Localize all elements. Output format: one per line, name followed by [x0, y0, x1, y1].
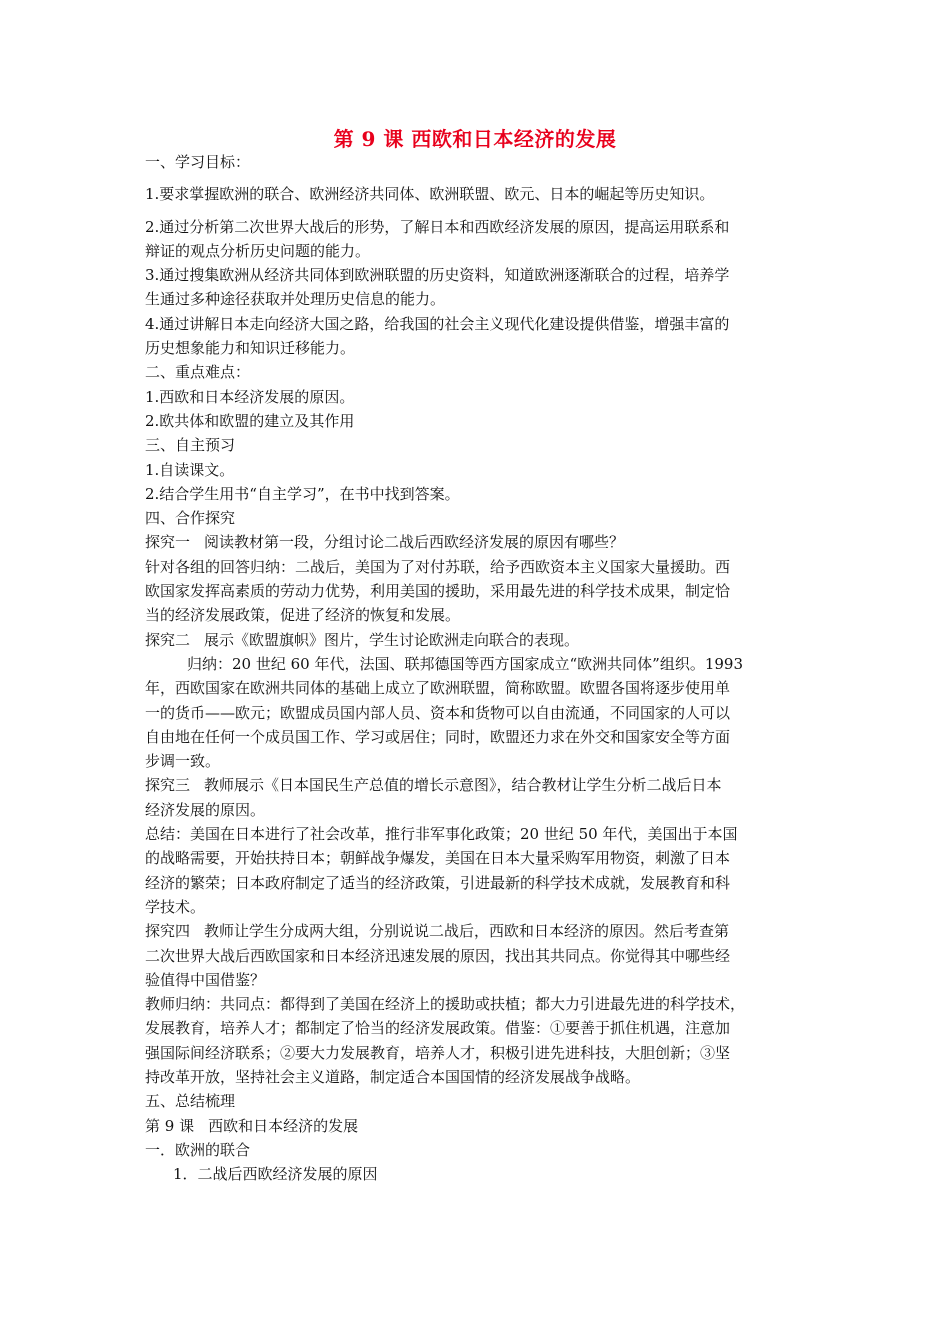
- exploration-text: 欧国家发挥高素质的劳动力优势，利用美国的援助，采用最先进的科学技术成果，制定恰: [145, 582, 731, 601]
- exploration-text: 的战略需要，开始扶持日本；朝鲜战争爆发，美国在日本大量采购军用物资，刺激了日本: [145, 849, 731, 868]
- exploration-label: 探究三: [145, 776, 191, 795]
- exploration-label: 探究一: [145, 533, 191, 552]
- exploration-prompt: 阅读教材第一段，分组讨论二战后西欧经济发展的原因有哪些？: [204, 533, 625, 552]
- exploration-text: 二次世界大战后西欧国家和日本经济迅速发展的原因，找出其共同点。你觉得其中哪些经: [145, 946, 731, 965]
- preview-item: 1.自读课文。: [145, 460, 235, 479]
- exploration-text: 验值得中国借鉴？: [145, 970, 266, 989]
- exploration-text: 发展教育，培养人才；都制定了恰当的经济发展政策。借鉴：①要善于抓住机遇，注意加: [145, 1019, 731, 1038]
- exploration-prompt: 展示《欧盟旗帜》图片，学生讨论欧洲走向联合的表现。: [204, 630, 580, 649]
- exploration-label: 探究二: [145, 630, 191, 649]
- objective-item: 1.要求掌握欧洲的联合、欧洲经济共同体、欧洲联盟、欧元、日本的崛起等历史知识。: [145, 185, 715, 204]
- section-heading: 一、学习目标：: [145, 153, 251, 171]
- objective-item: 辩证的观点分析历史问题的能力。: [145, 241, 371, 260]
- exploration-text: 持改革开放，坚持社会主义道路，制定适合本国国情的经济发展战争战略。: [145, 1067, 641, 1086]
- section-heading: 三、自主预习: [145, 436, 236, 455]
- exploration-text: 年，西欧国家在欧洲共同体的基础上成立了欧洲联盟，简称欧盟。欧盟各国将逐步使用单: [145, 679, 731, 698]
- summary-lesson: [145, 1114, 810, 1138]
- objective-item: 生通过多种途径获取并处理历史信息的能力。: [145, 290, 446, 309]
- exploration-text: 强国际间经济联系；②要大力发展教育，培养人才，积极引进先进科技，大胆创新；③坚: [145, 1043, 731, 1062]
- objective-item: 4.通过讲解日本走向经济大国之路，给我国的社会主义现代化建设提供借鉴，增强丰富的: [145, 314, 730, 333]
- exploration-text: 一的货币——欧元；欧盟成员国内部人员、资本和货物可以自由流通，不同国家的人可以: [145, 703, 731, 722]
- exploration-text: 学技术。: [145, 897, 206, 916]
- exploration-text: 自由地在任何一个成员国工作、学习或居住；同时，欧盟还力求在外交和国家安全等方面: [145, 727, 731, 746]
- section-heading: 五、总结梳理: [145, 1092, 236, 1111]
- preview-item: 2.结合学生用书“自主学习”，在书中找到答案。: [145, 484, 460, 503]
- document-body: [145, 150, 810, 1186]
- exploration-text: 总结：美国在日本进行了社会改革，推行非军事化政策；20 世纪 50 年代，美国出于本国: [145, 825, 738, 844]
- summary-point: 1．二战后西欧经济发展的原因: [173, 1165, 378, 1184]
- objective-item: 3.通过搜集欧洲从经济共同体到欧洲联盟的历史资料，知道欧洲逐渐联合的过程，培养学: [145, 266, 730, 285]
- exploration-text: 针对各组的回答归纳：二战后，美国为了对付苏联，给予西欧资本主义国家大量援助。西: [145, 557, 731, 576]
- exploration-2: [145, 628, 810, 652]
- section-heading: 二、重点难点：: [145, 363, 251, 382]
- key-point-item: 1.西欧和日本经济发展的原因。: [145, 387, 355, 406]
- summary-subheading: 一．欧洲的联合: [145, 1140, 251, 1159]
- objective-item: 2.通过分析第二次世界大战后的形势，了解日本和西欧经济发展的原因，提高运用联系和: [145, 217, 730, 236]
- exploration-3: [145, 773, 810, 797]
- exploration-text: 当的经济发展政策，促进了经济的恢复和发展。: [145, 606, 461, 625]
- section-heading: 四、合作探究: [145, 509, 236, 528]
- summary-lesson-title: 西欧和日本经济的发展: [208, 1116, 359, 1135]
- exploration-text: 经济的繁荣；日本政府制定了适当的经济政策，引进最新的科学技术成就，发展教育和科: [145, 873, 731, 892]
- exploration-text: 经济发展的原因。: [145, 800, 266, 819]
- summary-lesson-label: 第 9 课: [145, 1116, 195, 1135]
- exploration-label: 探究四: [145, 922, 191, 941]
- objective-item: 历史想象能力和知识迁移能力。: [145, 339, 356, 358]
- exploration-1: [145, 530, 810, 554]
- page-title: 第 9 课 西欧和日本经济的发展: [333, 127, 617, 151]
- exploration-4: [145, 919, 810, 943]
- exploration-prompt: 教师让学生分成两大组，分别说说二战后，西欧和日本经济的原因。然后考查第: [204, 922, 730, 941]
- exploration-text: 步调一致。: [145, 752, 221, 771]
- exploration-prompt: 教师展示《日本国民生产总值的增长示意图》，结合教材让学生分析二战后日本: [204, 776, 722, 795]
- exploration-text: 归纳：20 世纪 60 年代，法国、联邦德国等西方国家成立“欧洲共同体”组织。1993: [187, 654, 743, 673]
- exploration-text: 教师归纳：共同点：都得到了美国在经济上的援助或扶植；都大力引进最先进的科学技术，: [145, 995, 746, 1014]
- key-point-item: 2.欧共体和欧盟的建立及其作用: [145, 411, 355, 430]
